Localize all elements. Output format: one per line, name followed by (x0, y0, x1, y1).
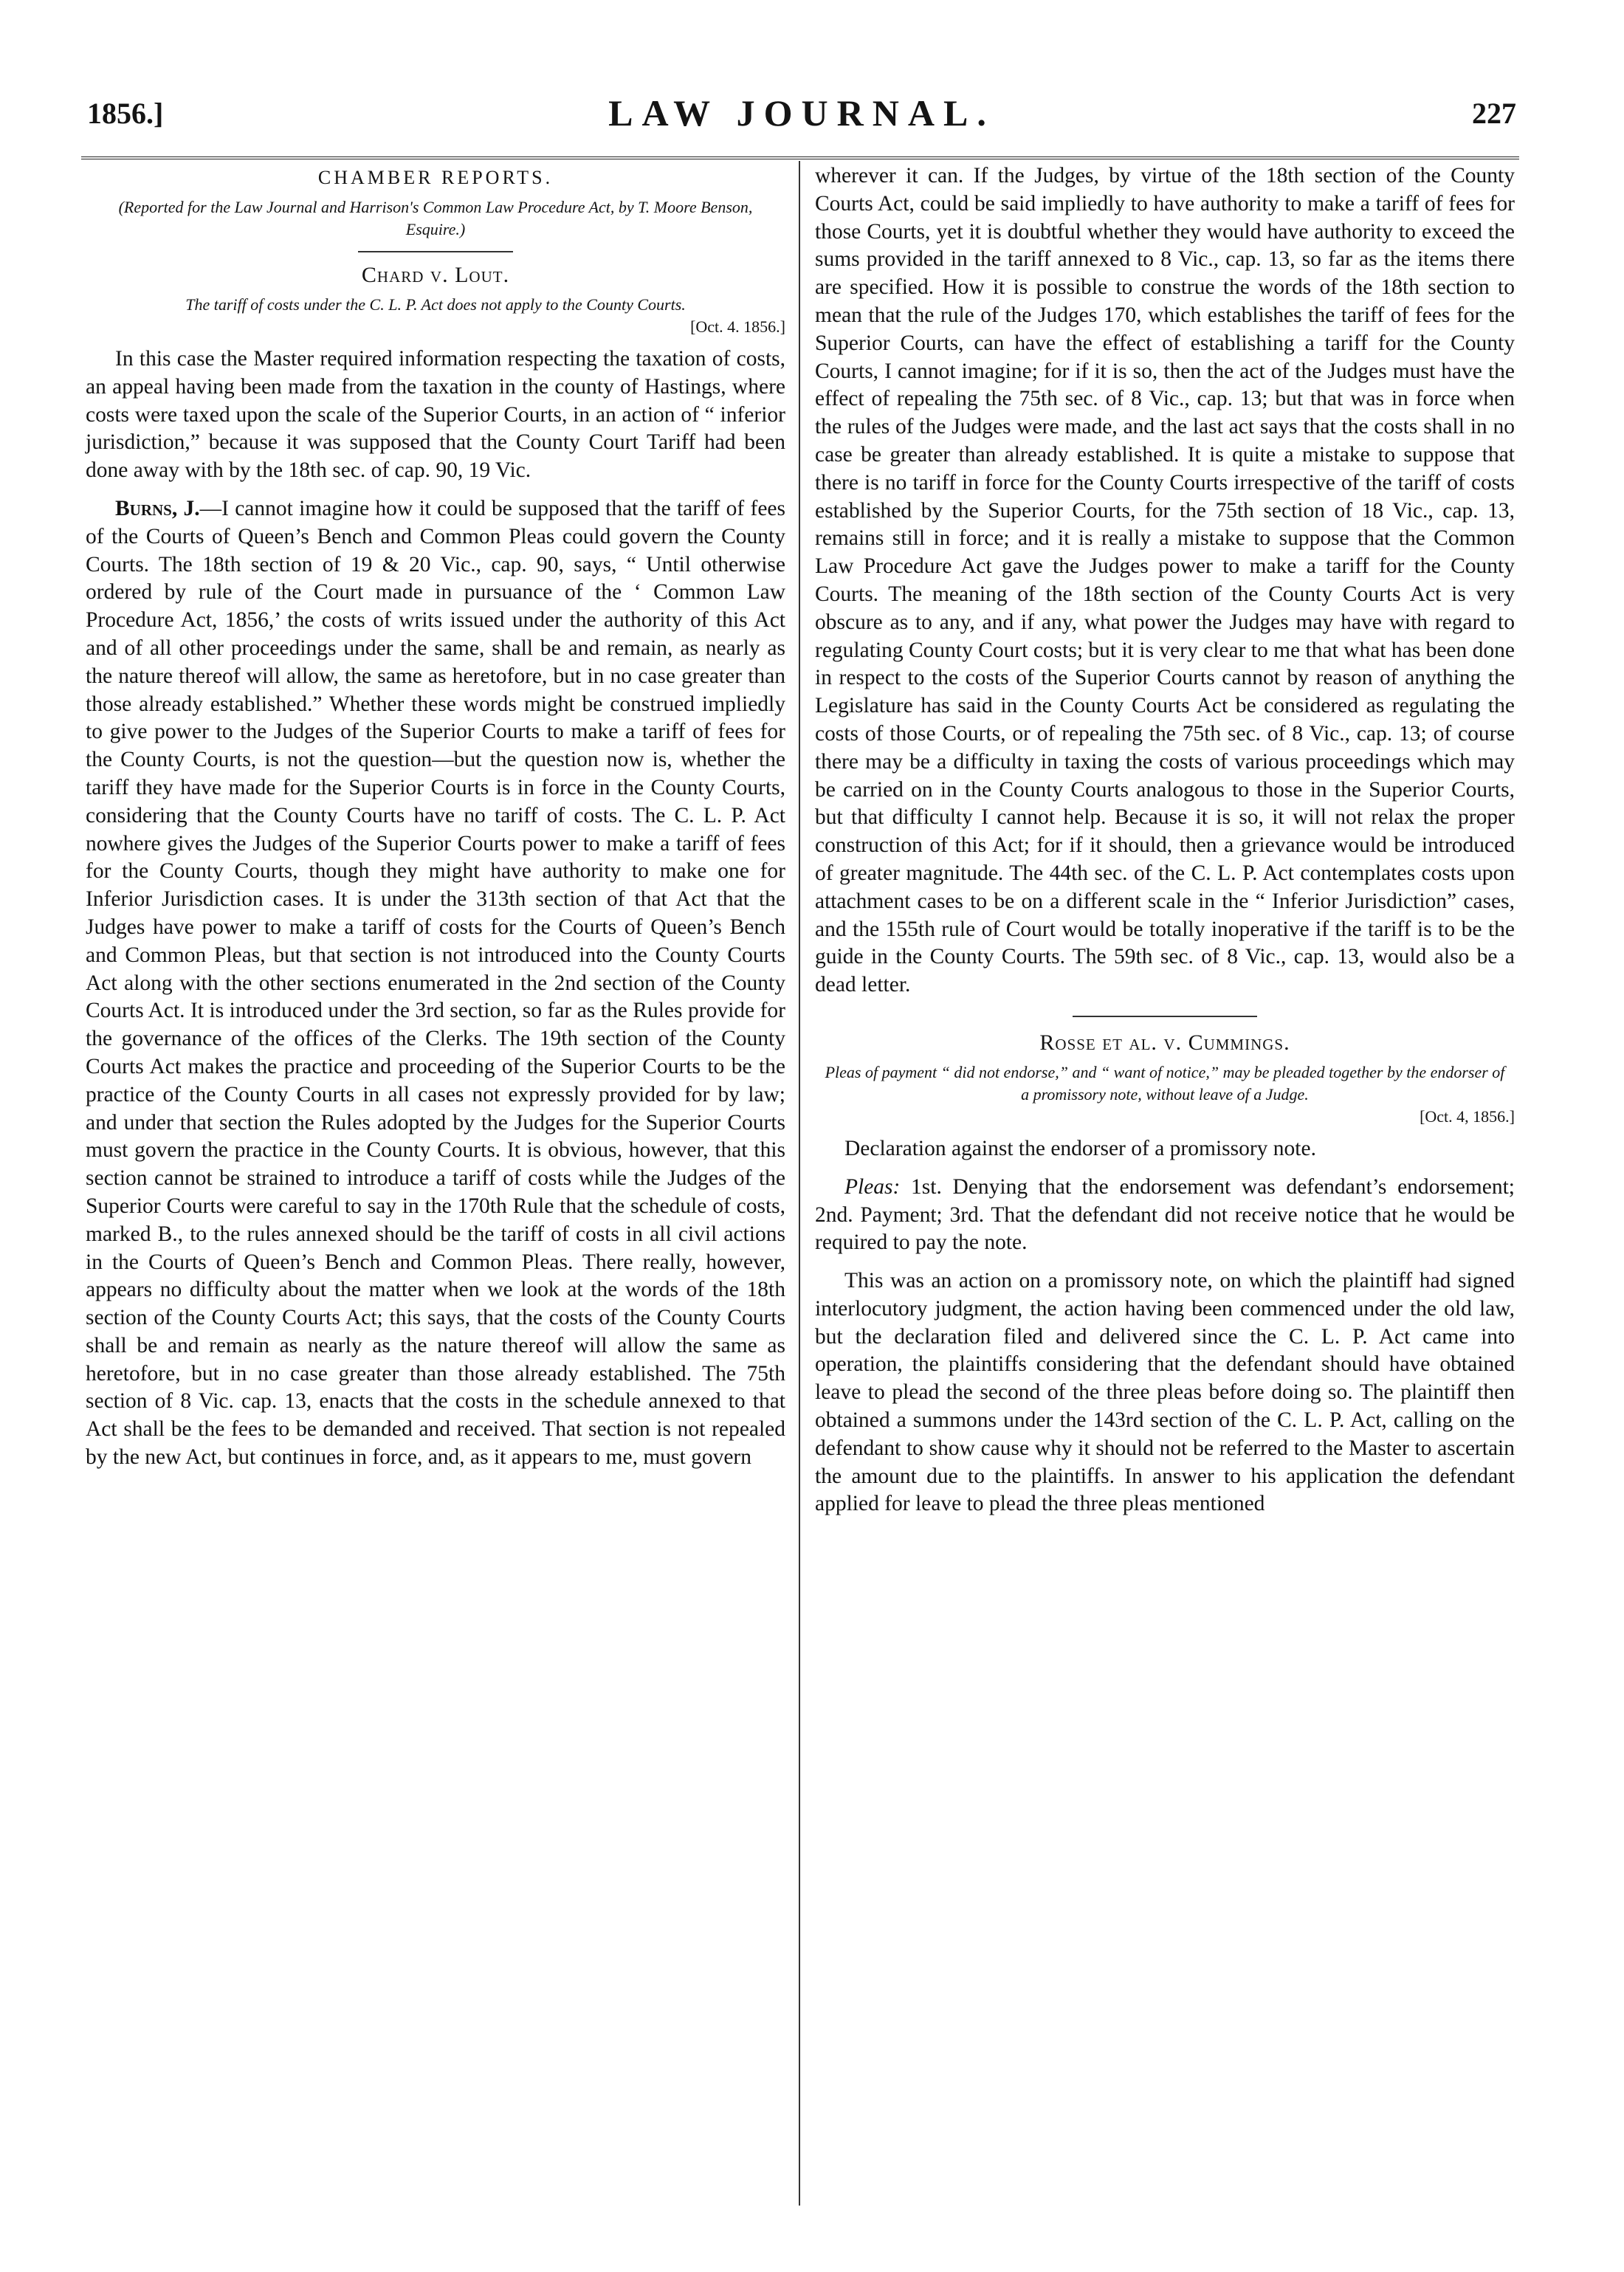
judgment-paragraph (86, 495, 785, 1472)
header-page-number: 227 (1472, 97, 1516, 130)
declaration-paragraph: Declaration against the endorser of a promissory note. (844, 1136, 1316, 1160)
judge-name: Burns, J. (115, 496, 200, 520)
case-title-rosse-v-cummings: Rosse et al. v. Cummings. (1039, 1030, 1290, 1055)
case-headnote-2: Pleas of payment “ did not endorse,” and “ want of notice,” may be pleaded together by the endorser of a promissory note, without leave of a Judge. (825, 1062, 1505, 1104)
judgment-continued-paragraph: wherever it can. If the Judges, by virtue of the 18th section of the County Courts Act, could be said impliedly to have authority to make a tariff of fees for those Courts, yet it is doubtful whether they would have authority to exceed the sums provided in the tariff annexed to 8 Vic., cap. 13, so far as the items there are specified. How it is possible to construe the words of the 18th section to mean that the rule of the Judges 170, which establishes the tariff of fees for the Superior Courts, can have the effect of establishing a tariff for the County Courts, I cannot imagine; for if it is so, then the act of the Judges must have the effect of repealing the 75th sec. of 8 Vic., cap. 13; but that was in force when the rules of the Judges were made, and the last act says that the costs shall in no case be greater than already established. It is quite a mistake to suppose that there is no tariff in force for the County Courts irrespective of the tariff of costs established by the Superior Courts, for the 75th section of 18 Vic., cap. 13, remains still in force; and it is really a mistake to suppose that the Common Law Procedure Act gave the Judges power to make a tariff for the County Courts. The meaning of the 18th section of the County Courts Act is very obscure as to any, and if any, what power the Judges may have with regard to regulating County Court costs; but it is very clear to me that what has been done in respect to the costs of the Superior Courts cannot by reason of anything the Legislature has said in the County Courts Act be considered as regulating the costs of those Courts, or of repealing the 75th sec. of 8 Vic., cap. 13; of course there may be a difficulty in taxing the costs of various proceedings which may be carried on in the County Courts analogous to those in the Superior Courts, but that difficulty I cannot help. Because it is so, it will not relax the proper construction of this Act; for if it should, then a grievance would be introduced of greater magnitude. The 44th sec. of the C. L. P. Act contemplates costs upon attachment cases to be on a different scale in the “ Inferior Jurisdiction” cases, and the 155th rule of Court would be totally inoperative if the tariff is to be the guide in the County Courts. The 59th sec. of 8 Vic., cap. 13, would also be a dead letter. (815, 164, 1515, 997)
case-date-2: [Oct. 4, 1856.] (1420, 1106, 1515, 1126)
header-journal-title: LAW JOURNAL. (608, 92, 995, 134)
section-rule (358, 251, 513, 252)
pleas-paragraph (815, 1174, 1515, 1257)
action-paragraph: This was an action on a promissory note, on which the plaintiff had signed interlocutory judgment, the action having been commenced under the old law, but the declaration filed and delivered since the C. L. P. Act came into operation, the plaintiffs considering that the defendant should have obtained leave to plead the second of the three pleas before doing so. The plaintiff then obtained a summons under the 143rd section of the C. L. P. Act, calling on the defendant to show cause why it should not be referred to the Master to ascertain the amount due to the plaintiffs. In answer to his application the defendant applied for leave to plead the three pleas mentioned (815, 1269, 1515, 1516)
pleas-text: 1st. Denying that the endorsement was defendant’s endorsement; 2nd. Payment; 3rd. That the defendant did not receive notice that he would be required to pay the note. (815, 1174, 1515, 1255)
header-rule (81, 156, 1519, 159)
case-headnote: The tariff of costs under the C. L. P. Act does not apply to the County Courts. (185, 295, 686, 314)
pleas-label: Pleas: (844, 1174, 901, 1199)
header-year: 1856.] (87, 97, 164, 130)
section-title: CHAMBER REPORTS. (317, 167, 554, 188)
judgment-text: —I cannot imagine how it could be supposed that the tariff of fees of the Courts of Queen’s Bench and Common Pleas could govern the County Courts. The 18th section of 19 & 20 Vic., cap. 90, says, “ Until otherwise ordered by rule of the Court made in pursuance of the ‘ Common Law Procedure Act, 1856,’ the costs of writs issued under the authority of this Act and of all other proceedings under the same, shall be and remain, as nearly as the nature thereof will allow, the same as heretofore, but in no case greater than those already established.” Whether these words might be construed impliedly to give power to the Judges of the Superior Courts to make a tariff of fees for the County Courts, is not the question—but the question now is, whether the tariff they have made for the Superior Courts is in force in the County Courts, considering that the County Courts have no tariff of costs. The C. L. P. Act nowhere gives the Judges of the Superior Courts power to make a tariff of fees for the County Courts, though they might have authority to make one for Inferior Jurisdiction cases. It is under the 313th section of that Act that the Judges have power to make a tariff of costs for the Courts of Queen’s Bench and Common Pleas, but that section is not introduced into the County Courts Act along with the other sections enumerated in the 2nd section of the County Courts Act. It is introduced under the 3rd section, so far as the Rules provide for the governance of the offices of the Clerks. The 19th section of the County Courts Act makes the practice and proceeding of the Superior Courts to be the practice of the County Courts in all cases not expressly provided for by law; and under that section the Rules adopted by the Judges for the Superior Courts must govern the practice in the County Courts. It is obvious, however, that this section cannot be strained to introduce a tariff of costs while the Judges of the Superior Courts were careful to say in the 170th Rule that the schedule of costs, marked B., to the rules annexed should be the tariff of costs in all civil actions in the Courts of Queen’s Bench and Common Pleas. There really, however, appears no difficulty about the matter when we look at the words of the 18th section of the County Courts Act; this says, that the costs of the County Courts shall be and remain as nearly as the nature thereof will allow the same as heretofore, but in no case greater than those already established. The 75th section of 8 Vic. cap. 13, enacts that the costs in the schedule annexed to that Act shall be the fees to be demanded and received. That section is not repealed by the new Act, but continues in force, and, as it appears to me, must govern (86, 496, 785, 1470)
case-title-chard-v-lout: Chard v. Lout. (361, 263, 510, 287)
reporter-note: (Reported for the Law Journal and Harrison's Common Law Procedure Act, by T. Moore Benson, Esquire.) (118, 198, 753, 238)
case-date: [Oct. 4. 1856.] (690, 317, 785, 336)
right-column (815, 162, 1515, 1529)
left-column (86, 162, 785, 1482)
case-statement-paragraph: In this case the Master required information respecting the taxation of costs, an appeal having been made from the taxation in the county of Hastings, where costs were taxed upon the scale of the Superior Courts, in an action of “ inferior jurisdiction,” because it was supposed that the County Court Tariff had been done away with by the 18th sec. of cap. 90, 19 Vic. (86, 347, 785, 483)
running-head (87, 89, 1516, 140)
case-separator-rule (1073, 1016, 1257, 1017)
column-divider (799, 161, 800, 2206)
